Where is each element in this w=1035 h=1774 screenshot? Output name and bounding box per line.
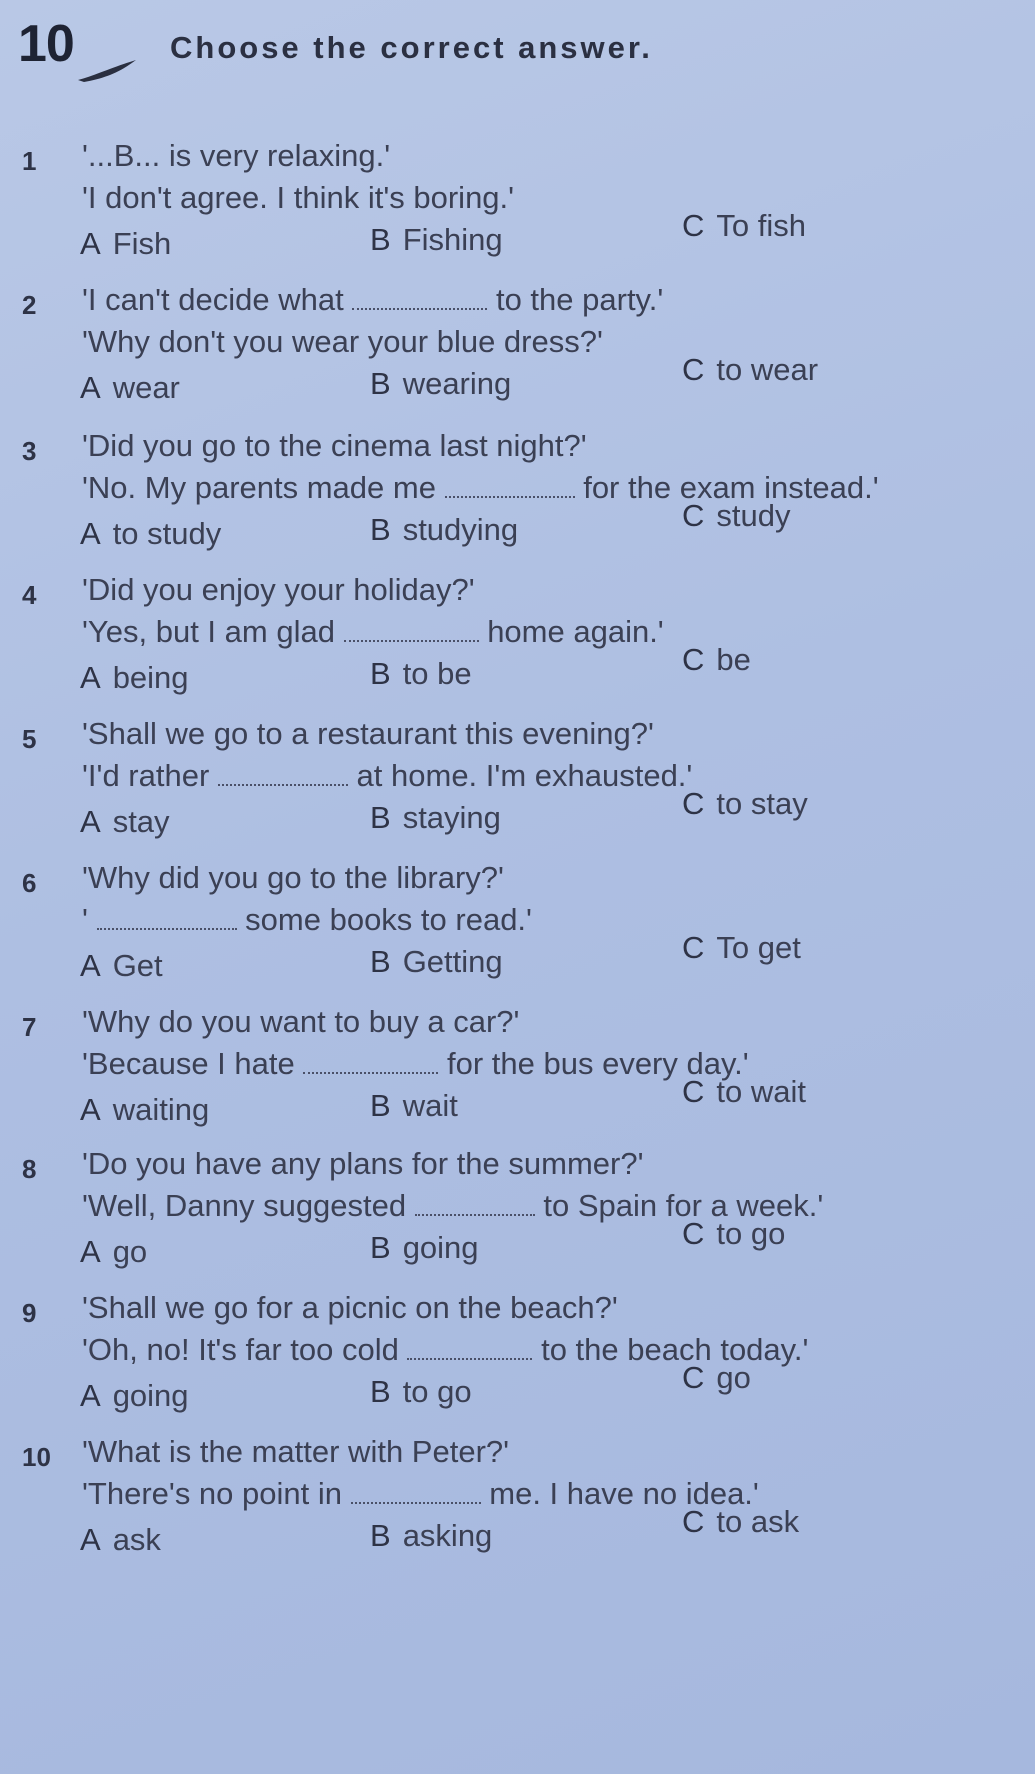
question-number: 2 <box>22 290 37 320</box>
option-text: To get <box>716 930 801 965</box>
option-text: wait <box>402 1088 458 1123</box>
question-number: 5 <box>22 724 37 754</box>
option-text: being <box>112 660 189 695</box>
option-letter: A <box>80 804 101 839</box>
question-prompt <box>82 860 504 896</box>
reply-text-after: at home. I'm exhausted.' <box>356 758 693 793</box>
option-letter: C <box>682 498 705 533</box>
question-reply <box>82 180 514 216</box>
option-letter: B <box>370 1088 391 1123</box>
reply-text: ' <box>82 902 88 937</box>
prompt-text: 'Shall we go to a restaurant this evening?' <box>82 716 654 751</box>
question-prompt <box>82 1004 519 1040</box>
exercise-header <box>18 14 998 104</box>
answer-blank[interactable] <box>303 1048 438 1074</box>
option-a[interactable] <box>80 1522 161 1558</box>
option-b[interactable] <box>370 1230 479 1266</box>
option-b[interactable] <box>370 944 503 980</box>
option-text: to ask <box>716 1504 800 1539</box>
option-text: to stay <box>716 786 808 821</box>
option-letter: B <box>370 800 391 835</box>
option-c[interactable] <box>682 352 818 388</box>
exercise-instruction: Choose the correct answer. <box>170 30 653 65</box>
reply-text-after: to Spain for a week.' <box>543 1188 824 1223</box>
prompt-text: '...B... is very relaxing.' <box>82 138 391 173</box>
question-10 <box>22 1434 1012 1574</box>
option-letter: C <box>682 1504 705 1539</box>
option-text: be <box>716 642 751 677</box>
option-text: staying <box>402 800 501 835</box>
question-5 <box>22 716 1012 856</box>
option-text: wearing <box>402 366 512 401</box>
question-6 <box>22 860 1012 1000</box>
option-a[interactable] <box>80 804 170 840</box>
option-letter: A <box>80 948 101 983</box>
reply-text-after: some books to read.' <box>245 902 532 937</box>
option-letter: B <box>370 366 391 401</box>
reply-text: 'Because I hate <box>82 1046 295 1081</box>
prompt-text: 'Did you enjoy your holiday?' <box>82 572 475 607</box>
question-number: 4 <box>22 580 37 610</box>
question-prompt <box>82 428 587 464</box>
option-text: to wear <box>716 352 819 387</box>
option-c[interactable] <box>682 1360 751 1396</box>
exercise-number: 10 <box>18 15 74 73</box>
question-reply <box>82 902 532 938</box>
option-text: to go <box>402 1374 472 1409</box>
prompt-text: 'I can't decide what <box>82 282 344 317</box>
answer-blank[interactable] <box>352 284 487 310</box>
question-prompt <box>82 1434 509 1470</box>
reply-text: 'I'd rather <box>82 758 210 793</box>
option-letter: B <box>370 1518 391 1553</box>
question-3 <box>22 428 1012 568</box>
option-letter: C <box>682 930 705 965</box>
option-text: studying <box>402 512 519 547</box>
question-prompt <box>82 572 475 608</box>
option-text: asking <box>402 1518 493 1553</box>
option-a[interactable] <box>80 370 180 406</box>
question-reply <box>82 1476 759 1512</box>
option-letter: B <box>370 656 391 691</box>
question-number: 1 <box>22 146 37 176</box>
prompt-text: 'Why did you go to the library?' <box>82 860 504 895</box>
option-letter: A <box>80 1522 101 1557</box>
answer-blank[interactable] <box>97 904 237 930</box>
option-letter: C <box>682 352 705 387</box>
option-a[interactable] <box>80 660 189 696</box>
option-text: go <box>112 1234 148 1269</box>
option-c[interactable] <box>682 498 791 534</box>
prompt-text: 'Do you have any plans for the summer?' <box>82 1146 644 1181</box>
option-letter: A <box>80 660 101 695</box>
prompt-text: 'Why do you want to buy a car?' <box>82 1004 520 1039</box>
option-letter: A <box>80 226 101 261</box>
option-letter: C <box>682 1360 705 1395</box>
question-7 <box>22 1004 1012 1144</box>
question-8 <box>22 1146 1012 1286</box>
question-reply <box>82 758 692 794</box>
question-2 <box>22 282 1012 422</box>
question-prompt <box>82 716 654 752</box>
option-a[interactable] <box>80 1378 189 1414</box>
option-a[interactable] <box>80 1234 147 1270</box>
answer-blank[interactable] <box>344 616 479 642</box>
option-c[interactable] <box>682 1504 799 1540</box>
option-text: to go <box>716 1216 786 1251</box>
answer-blank[interactable] <box>407 1334 532 1360</box>
option-text: Fishing <box>402 222 503 257</box>
reply-text-after: home again.' <box>487 614 664 649</box>
reply-text-after: for the exam instead.' <box>583 470 879 505</box>
option-text: to wait <box>716 1074 806 1109</box>
option-text: to be <box>402 656 472 691</box>
option-a[interactable] <box>80 948 163 984</box>
option-c[interactable] <box>682 1074 806 1110</box>
option-letter: A <box>80 1092 101 1127</box>
question-reply <box>82 1046 749 1082</box>
option-c[interactable] <box>682 786 808 822</box>
reply-text: 'Why don't you wear your blue dress?' <box>82 324 603 359</box>
prompt-text: 'Did you go to the cinema last night?' <box>82 428 587 463</box>
option-text: Getting <box>402 944 503 979</box>
answer-blank[interactable] <box>415 1190 535 1216</box>
option-letter: C <box>682 786 705 821</box>
answer-blank[interactable] <box>351 1478 481 1504</box>
question-1 <box>22 138 1012 278</box>
option-text: ask <box>112 1522 161 1557</box>
reply-text-after: for the bus every day.' <box>446 1046 749 1081</box>
option-text: go <box>716 1360 751 1395</box>
option-text: to study <box>112 516 222 551</box>
answer-blank[interactable] <box>445 472 575 498</box>
question-reply <box>82 614 664 650</box>
question-number: 3 <box>22 436 37 466</box>
option-b[interactable] <box>370 1374 472 1410</box>
option-letter: A <box>80 516 101 551</box>
option-text: going <box>402 1230 479 1265</box>
answer-blank[interactable] <box>218 760 348 786</box>
question-prompt <box>82 1290 618 1326</box>
option-text: going <box>112 1378 189 1413</box>
option-letter: B <box>370 512 391 547</box>
option-letter: C <box>682 1074 705 1109</box>
option-a[interactable] <box>80 516 221 552</box>
option-text: Get <box>112 948 163 983</box>
option-letter: A <box>80 370 101 405</box>
option-b[interactable] <box>370 1088 458 1124</box>
question-9 <box>22 1290 1012 1430</box>
question-prompt <box>82 1146 644 1182</box>
question-number: 10 <box>22 1442 51 1472</box>
question-number: 6 <box>22 868 37 898</box>
question-number: 8 <box>22 1154 37 1184</box>
option-letter: A <box>80 1234 101 1269</box>
option-text: stay <box>112 804 170 839</box>
option-c[interactable] <box>682 642 751 678</box>
option-b[interactable] <box>370 512 518 548</box>
option-b[interactable] <box>370 800 501 836</box>
prompt-text: 'Shall we go for a picnic on the beach?' <box>82 1290 618 1325</box>
reply-text: 'There's no point in <box>82 1476 342 1511</box>
option-letter: C <box>682 208 705 243</box>
option-text: To fish <box>716 208 806 243</box>
option-c[interactable] <box>682 1216 785 1252</box>
question-reply <box>82 324 603 360</box>
option-a[interactable] <box>80 226 171 262</box>
prompt-text: 'What is the matter with Peter?' <box>82 1434 510 1469</box>
option-letter: C <box>682 642 705 677</box>
question-prompt <box>82 282 663 318</box>
option-letter: A <box>80 1378 101 1413</box>
reply-text-after: me. I have no idea.' <box>489 1476 759 1511</box>
reply-text: 'No. My parents made me <box>82 470 436 505</box>
question-number: 9 <box>22 1298 37 1328</box>
question-number: 7 <box>22 1012 37 1042</box>
reply-text-after: to the beach today.' <box>541 1332 809 1367</box>
option-b[interactable] <box>370 366 511 402</box>
option-letter: B <box>370 1374 391 1409</box>
option-c[interactable] <box>682 208 806 244</box>
swoosh-decoration-icon <box>76 58 138 82</box>
prompt-text-after: to the party.' <box>495 282 664 317</box>
option-b[interactable] <box>370 1518 492 1554</box>
question-prompt <box>82 138 390 174</box>
option-letter: B <box>370 222 391 257</box>
option-text: waiting <box>112 1092 210 1127</box>
option-text: study <box>716 498 791 533</box>
option-b[interactable] <box>370 222 503 258</box>
option-text: Fish <box>112 226 172 261</box>
option-c[interactable] <box>682 930 801 966</box>
option-letter: B <box>370 1230 391 1265</box>
option-b[interactable] <box>370 656 472 692</box>
option-letter: C <box>682 1216 705 1251</box>
reply-text: 'I don't agree. I think it's boring.' <box>82 180 515 215</box>
option-letter: B <box>370 944 391 979</box>
reply-text: 'Oh, no! It's far too cold <box>82 1332 399 1367</box>
reply-text: 'Well, Danny suggested <box>82 1188 407 1223</box>
question-4 <box>22 572 1012 712</box>
reply-text: 'Yes, but I am glad <box>82 614 335 649</box>
option-text: wear <box>112 370 180 405</box>
option-a[interactable] <box>80 1092 209 1128</box>
